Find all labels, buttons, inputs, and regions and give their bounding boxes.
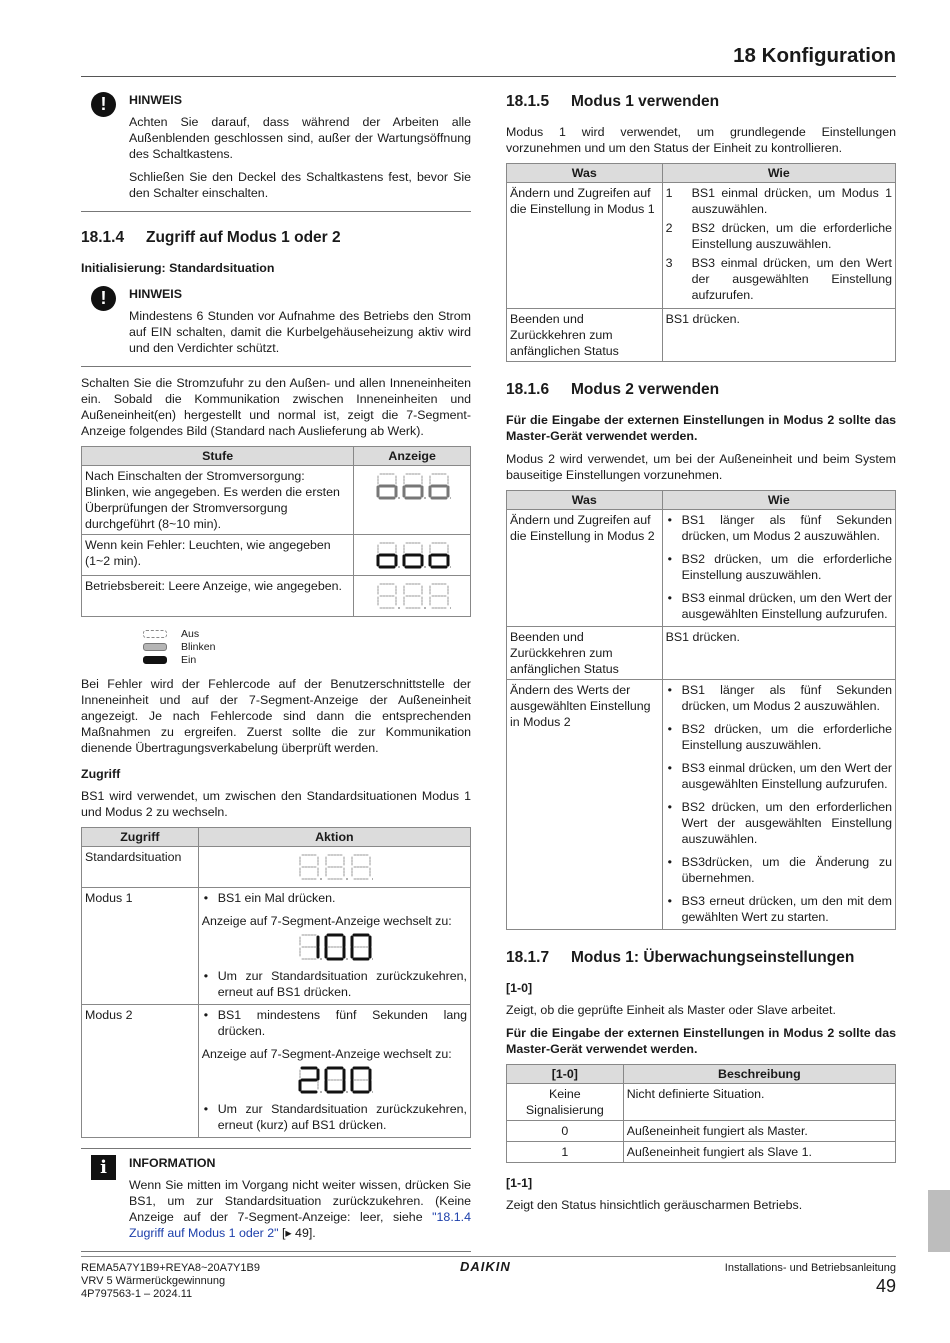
decimal-dot xyxy=(346,1091,348,1093)
legend-swatch-off xyxy=(143,630,167,638)
seven-segment-default xyxy=(295,852,373,882)
note-information xyxy=(81,1148,471,1252)
table-row: Nach Einschalten der Stromversorgung: Blinken, wie angegeben. Es werden die ersten Überprüfungen der Stromversorgung durchgeführt (8~10 min). xyxy=(82,466,471,535)
seven-segment-blinking-o xyxy=(373,471,451,501)
paragraph: Zeigt, ob die geprüfte Einheit als Master oder Slave arbeitet. xyxy=(506,1003,836,1017)
subheading-init: Initialisierung: Standardsituation xyxy=(81,261,275,275)
table-row: Betriebsbereit: Leere Anzeige, wie angegeben. xyxy=(82,576,471,617)
exclamation-icon: ! xyxy=(91,286,116,311)
section-heading: 18.1.6 Modus 2 verwenden xyxy=(506,381,720,398)
page-number: 49 xyxy=(875,1276,896,1296)
decimal-dot xyxy=(372,958,373,960)
paragraph: Schalten Sie die Stromzufuhr zu den Außen- und allen Inneneinheiten ein. Sobald die Kommunikation zwischen Inneneinheiten und Außeneinheit(en) hergestellt und normal ist, zeigt die 7-Segment-Anzeige folgendes Bild (Standard nach Auslieferung ab Werk). xyxy=(81,376,471,438)
paragraph: Bei Fehler wird der Fehlercode auf der Benutzerschnittstelle der Inneneinheit und auf der 7-Segment-Anzeige der Außeneinheit angezeigt. Je nach Fehlercode sind dann die entsprechenden Maßnahmen zu ergreifen. Zuerst sollte die zur Kommunikation dienende Übertragungsverkabelung überprüft werden. xyxy=(81,677,471,755)
decimal-dot xyxy=(346,958,348,960)
seven-segment-200 xyxy=(295,1065,373,1095)
paragraph: BS1 wird verwendet, um zwischen den Standardsituationen Modus 1 und Modus 2 zu wechseln. xyxy=(81,789,471,819)
decimal-dot xyxy=(398,607,400,609)
note-text: Achten Sie darauf, dass während der Arbeiten alle Außenblenden geschlossen sind, außer der Wartungsöffnung des Schaltkastens. xyxy=(129,115,471,161)
table-row: Modus 1 • BS1 ein Mal drücken. Anzeige auf 7-Segment-Anzeige wechselt zu: • Um zur Standardsituation zurückzukehren, erneut auf BS1 drücken. xyxy=(82,888,471,1005)
paragraph: Modus 1 wird verwendet, um grundlegende Einstellungen vorzunehmen und um den Status der Einheit zu kontrollieren. xyxy=(506,125,896,155)
legend-swatch-on xyxy=(143,656,167,664)
decimal-dot xyxy=(320,878,322,880)
table-1-0: [1-0] Beschreibung Keine Signalisierung Nicht definierte Situation. 0 Außeneinheit fungiert als Master. 1 Außeneinheit fungiert als Slave 1. xyxy=(506,1064,896,1163)
table-row: Standardsituation xyxy=(82,847,471,888)
cross-reference-link[interactable]: "18.1.4 Zugriff auf Modus 1 oder 2" xyxy=(129,1210,471,1240)
exclamation-icon: ! xyxy=(91,92,116,117)
table-row: Ändern des Werts der ausgewählten Einstellung in Modus 2 • BS1 länger als fünf Sekunden drücken, um Modus 2 auszuwählen. • BS2 drücken, um die erforderliche Einstellung auszuwählen. • BS3 einmal drücken, um den Wert der ausgewählten Einstellung aufzurufen. • BS2 drücken, um den erforderlichen Wert der ausgewählten Einstellung auszuwählen. • BS3drücken, um die Änderung zu übernehmen. • BS3 erneut drücken, um den mit dem gewählten Wert zu starten. xyxy=(507,680,896,930)
table-row: Ändern und Zugreifen auf die Einstellung in Modus 2 • BS1 länger als fünf Sekunden drücken, um Modus 2 auszuwählen. • BS2 drücken, um die erforderliche Einstellung auszuwählen. • BS3 einmal drücken, um den Wert der ausgewählten Einstellung aufzurufen. xyxy=(507,510,896,627)
note-hinweis-2 xyxy=(81,282,471,367)
info-icon: i xyxy=(91,1155,116,1180)
table-row: Wenn kein Fehler: Leuchten, wie angegeben (1~2 min). xyxy=(82,535,471,576)
decimal-dot xyxy=(346,878,348,880)
table-modus1: Was Wie Ändern und Zugreifen auf die Einstellung in Modus 1 1 BS1 einmal drücken, um Modus 1 auszuwählen. 2 BS2 drücken, um die erforderliche Einstellung auszuwählen. 3 BS3 einmal drücken, um den Wert der ausgewählten Einstellung aufzurufen. Beenden und Zurückkehren zum anfänglichen Status BS1 drücken. xyxy=(506,163,896,362)
setting-code: [1-0] xyxy=(506,981,533,995)
subheading-zugriff: Zugriff xyxy=(81,767,121,781)
note-text: Schließen Sie den Deckel des Schaltkastens fest, bevor Sie den Schalter einschalten. xyxy=(129,170,471,200)
decimal-dot xyxy=(424,566,426,568)
note-text: Mindestens 6 Stunden vor Aufnahme des Betriebs den Strom auf EIN schalten, damit die Kurbelgehäuseheizung aktiv wird und den Verdichter schützt. xyxy=(129,309,471,355)
seven-segment-lit-o xyxy=(373,540,451,570)
note-title: INFORMATION xyxy=(129,1156,216,1170)
decimal-dot xyxy=(372,1091,373,1093)
table-row: Keine Signalisierung Nicht definierte Situation. xyxy=(507,1084,896,1121)
table-stufe: Stufe Anzeige Nach Einschalten der Stromversorgung: Blinken, wie angegeben. Es werden die ersten Überprüfungen der Stromversorgung durchgeführt (8~10 min). Wenn kein Fehler: Leuchten, wie angegeben (1~2 min). Betriebsbereit: Leere Anzeige, wie angegeben. xyxy=(81,446,471,617)
note-hinweis-1 xyxy=(81,88,471,212)
left-column xyxy=(81,88,471,1260)
table-zugriff: Zugriff Aktion Standardsituation Modus 1 • BS1 ein Mal drücken. Anzeige auf 7-Segment-Anzeige wechselt zu: • Um zur Standardsituation zurückzukehren, erneut auf BS1 drücken. Modus 2 • BS1 mindestens fünf Sekunden lang drücken. Anzeige auf 7-Segment-Anzeige wechselt zu: • Um zur Standardsituation zurückzukehren, erneut (kurz) auf BS1 drücken. xyxy=(81,827,471,1138)
note-title: HINWEIS xyxy=(129,287,183,301)
decimal-dot xyxy=(398,566,400,568)
section-heading: 18.1.4 Zugriff auf Modus 1 oder 2 xyxy=(81,229,341,246)
table-row: 0 Außeneinheit fungiert als Master. xyxy=(507,1121,896,1142)
decimal-dot xyxy=(450,497,451,499)
table-row: Beenden und Zurückkehren zum anfänglichen Status BS1 drücken. xyxy=(507,627,896,680)
section-heading: 18.1.5 Modus 1 verwenden xyxy=(506,93,720,110)
decimal-dot xyxy=(320,958,322,960)
chapter-tab-marker xyxy=(928,1190,950,1252)
paragraph: Zeigt den Status hinsichtlich geräuscharmen Betriebs. xyxy=(506,1198,803,1212)
table-row: Modus 2 • BS1 mindestens fünf Sekunden lang drücken. Anzeige auf 7-Segment-Anzeige wechselt zu: • Um zur Standardsituation zurückzukehren, erneut (kurz) auf BS1 drücken. xyxy=(82,1005,471,1138)
table-row: Ändern und Zugreifen auf die Einstellung in Modus 1 1 BS1 einmal drücken, um Modus 1 auszuwählen. 2 BS2 drücken, um die erforderliche Einstellung auszuwählen. 3 BS3 einmal drücken, um den Wert der ausgewählten Einstellung aufzurufen. xyxy=(507,183,896,309)
table-modus2: Was Wie Ändern und Zugreifen auf die Einstellung in Modus 2 • BS1 länger als fünf Sekunden drücken, um Modus 2 auszuwählen. • BS2 drücken, um die erforderliche Einstellung auszuwählen. • BS3 einmal drücken, um den Wert der ausgewählten Einstellung aufzurufen. Beenden und Zurückkehren zum anfänglichen Status BS1 drücken. Ändern des Werts der ausgewählten Einstellung in Modus 2 • BS1 länger als fünf Sekunden drücken, um Modus 2 auszuwählen. • BS2 drücken, um die erforderliche Einstellung auszuwählen. • BS3 einmal drücken, um den Wert der ausgewählten Einstellung aufzurufen. • BS2 drücken, um den erforderlichen Wert der ausgewählten Einstellung auszuwählen. • BS3drücken, um die Änderung zu übernehmen. • BS3 erneut drücken, um den mit dem gewählten Wert zu starten. xyxy=(506,490,896,930)
table-row: 1 Außeneinheit fungiert als Slave 1. xyxy=(507,1142,896,1163)
header-rule xyxy=(81,76,896,77)
note-text: Wenn Sie mitten im Vorgang nicht weiter wissen, drücken Sie BS1, um zur Standardsituation zurückzukehren. (Keine Anzeige auf der 7-Segment-Anzeige: leer, siehe "18.1.4 Zugriff auf Modus 1 oder 2" [▸ 49]. xyxy=(129,1178,471,1240)
paragraph: Modus 2 wird verwendet, um bei der Außeneinheit und beim System bauseitige Einstellungen vorzunehmen. xyxy=(506,452,896,482)
setting-code: [1-1] xyxy=(506,1176,533,1190)
section-heading: 18.1.7 Modus 1: Überwachungseinstellungen xyxy=(506,949,855,966)
decimal-dot xyxy=(450,607,451,609)
brand-logo: DAIKIN xyxy=(460,1259,511,1274)
seven-segment-100 xyxy=(295,932,373,962)
bold-paragraph: Für die Eingabe der externen Einstellungen in Modus 2 sollte das Master-Gerät verwendet werden. xyxy=(506,413,896,443)
footer-right: Installations- und Betriebsanleitung 49 xyxy=(724,1262,896,1296)
decimal-dot xyxy=(424,497,426,499)
note-title: HINWEIS xyxy=(129,93,183,107)
bold-paragraph: Für die Eingabe der externen Einstellungen in Modus 2 sollte das Master-Gerät verwendet werden. xyxy=(506,1026,896,1056)
decimal-dot xyxy=(372,878,373,880)
legend: Aus Blinken Ein xyxy=(81,627,471,666)
decimal-dot xyxy=(424,607,426,609)
right-column xyxy=(506,88,896,1220)
footer-rule xyxy=(81,1256,896,1257)
footer-left: REMA5A7Y1B9+REYA8~20A7Y1B9 VRV 5 Wärmerückgewinnung 4P797563-1 – 2024.11 xyxy=(81,1262,260,1300)
decimal-dot xyxy=(450,566,451,568)
legend-swatch-blink xyxy=(143,643,167,651)
table-row: Beenden und Zurückkehren zum anfänglichen Status BS1 drücken. xyxy=(507,309,896,362)
decimal-dot xyxy=(398,497,400,499)
decimal-dot xyxy=(320,1091,322,1093)
seven-segment-blank xyxy=(373,581,451,611)
chapter-title: 18 Konfiguration xyxy=(733,44,896,67)
